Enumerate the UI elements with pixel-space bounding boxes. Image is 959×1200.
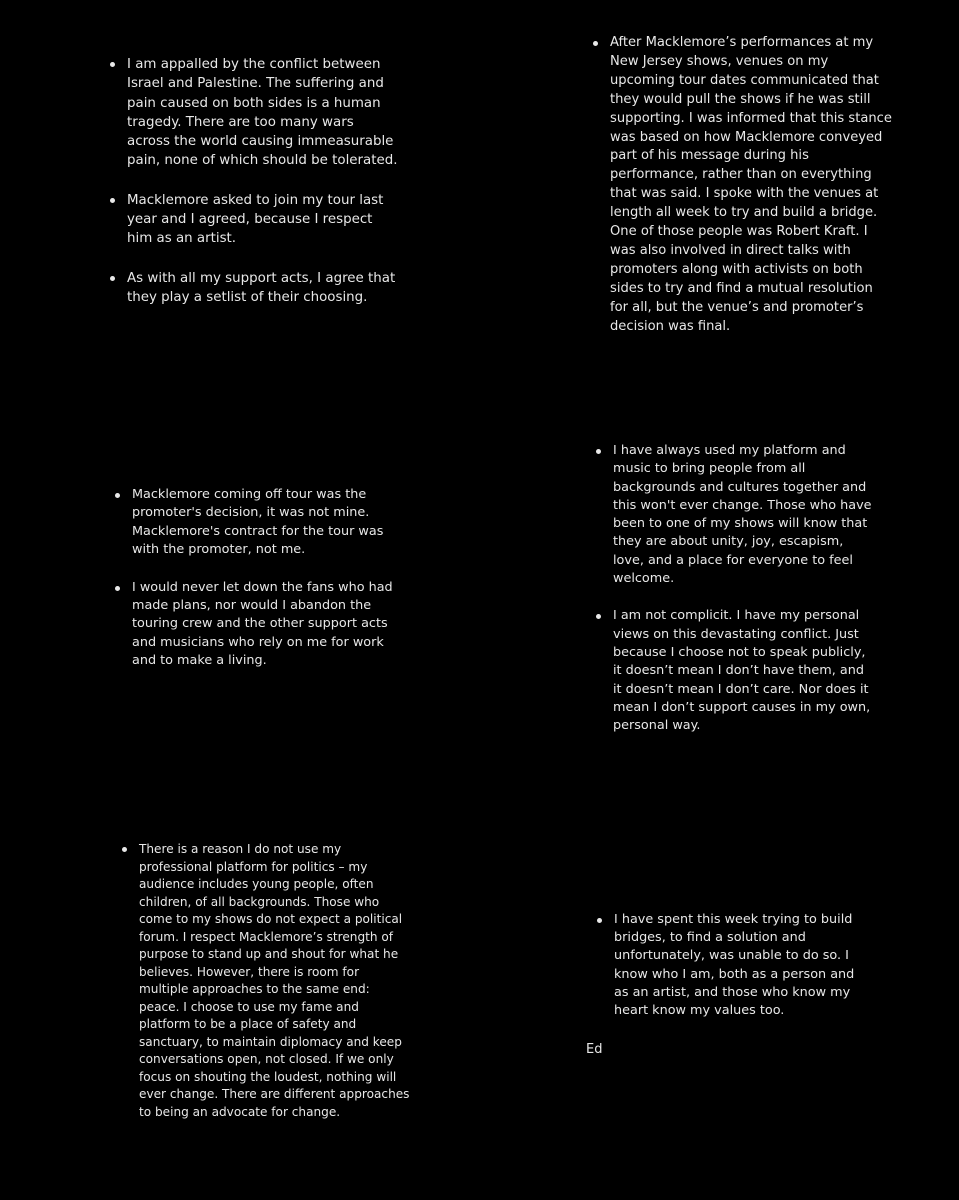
bullet-item: I am not complicit. I have my personal views on this devastating conflict. Just because I choose not to speak publicly, it doesn’t mean I don’t have them, and it doesn’t mean I don’t care. Nor does it mean I don’t support causes in my own, personal way. — [596, 607, 876, 735]
bullet-item: There is a reason I do not use my professional platform for politics – my audience includes young people, often children, of all backgrounds. Those who come to my shows do not expect a political forum. I respect Macklemore’s strength of purpose to stand up and shout for what he believes. However, there is room for multiple approaches to the same end: peace. I choose to use my fame and platform to be a place of safety and sanctuary, to maintain diplomacy and keep conversations open, not closed. If we only focus on shouting the loudest, nothing will ever change. There are different approaches to being an advocate for change. — [122, 841, 412, 1121]
statement-panel-2 — [593, 34, 893, 337]
statement-panel-5 — [122, 841, 412, 1121]
bullet-item: After Macklemore’s performances at my New Jersey shows, venues on my upcoming tour dates communicated that they would pull the shows if he was still supporting. I was informed that this stance was based on how Macklemore conveyed part of his message during his performance, rather than on everything that was said. I spoke with the venues at length all week to try and build a bridge. One of those people was Robert Kraft. I was also involved in direct talks with promoters along with activists on both sides to try and find a mutual resolution for all, but the venue’s and promoter’s decision was final. — [593, 34, 893, 337]
bullet-item: Macklemore coming off tour was the promoter's decision, it was not mine. Macklemore's contract for the tour was with the promoter, not me. — [115, 486, 395, 560]
statement-panel-6 — [597, 911, 867, 1020]
bullet-item: I have always used my platform and music to bring people from all backgrounds and cultures together and this won't ever change. Those who have been to one of my shows will know that they are about unity, joy, escapism, love, and a place for everyone to feel welcome. — [596, 442, 876, 588]
bullet-item: I would never let down the fans who had made plans, nor would I abandon the touring crew and the other support acts and musicians who rely on me for work and to make a living. — [115, 579, 395, 671]
statement-panel-1 — [110, 55, 400, 327]
statement-panel-4 — [596, 442, 876, 754]
bullet-item: I have spent this week trying to build bridges, to find a solution and unfortunately, was unable to do so. I know who I am, both as a person and as an artist, and those who know my heart know my values too. — [597, 911, 867, 1020]
statement-panel-3 — [115, 486, 395, 690]
bullet-item: I am appalled by the conflict between Israel and Palestine. The suffering and pain caused on both sides is a human tragedy. There are too many wars across the world causing immeasurable pain, none of which should be tolerated. — [110, 55, 400, 171]
signature-signoff: Ed — [586, 1042, 603, 1057]
bullet-item: Macklemore asked to join my tour last year and I agreed, because I respect him as an artist. — [110, 191, 400, 249]
bullet-item: As with all my support acts, I agree that they play a setlist of their choosing. — [110, 269, 400, 308]
